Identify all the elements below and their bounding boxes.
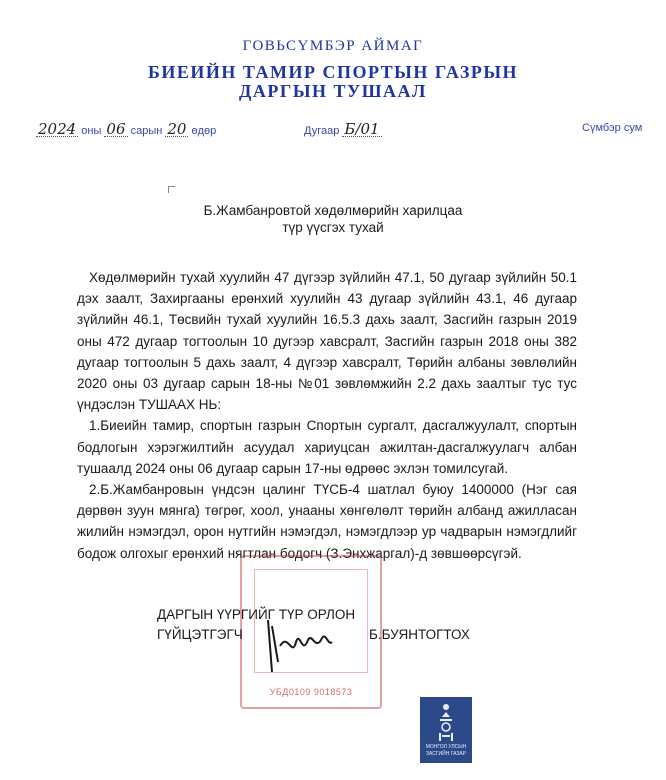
- stamp-text: УБД0109 9018573: [269, 687, 353, 697]
- document-type: ДАРГЫН ТУШААЛ: [239, 81, 427, 101]
- number-line: [304, 122, 382, 137]
- corner-mark: [168, 186, 175, 193]
- date-day: 20: [167, 120, 187, 138]
- date-day-suffix: өдөр: [191, 125, 217, 137]
- document-number: Б/01: [344, 120, 380, 138]
- government-logo: [420, 697, 472, 763]
- date-year: 2024: [38, 120, 77, 138]
- date-month: 06: [106, 120, 126, 138]
- signatory-title-line-1: ДАРГЫН ҮҮРГИЙГ ТҮР ОРЛОН: [157, 607, 356, 622]
- place-name: Сүмбэр сум: [582, 122, 643, 134]
- signatory-name: Б.БУЯНТОГТОХ: [369, 627, 470, 642]
- logo-text-line-2: ЗАСГИЙН ГАЗАР: [425, 751, 467, 757]
- order-item-2: 2.Б.Жамбанровын үндсэн цалинг ТҮСБ-4 шатлал буюу 1400000 (Нэг сая дөрвөн зуун мянга) төгрөг, хоол, унааны хөнгөлөлт төрийн албанд ажилласан жилийн нэмэгдэл, орон нутгийн нэмэгдэл, нэмэгдлээр ур чадварын нэмэгдлийг бодож олгохыг ерөнхий нягтлан бодогч (З.Энхжаргал)-д зөвшөөрсүгэй.: [77, 482, 577, 561]
- subject-line-1: Б.Жамбанровтой хөдөлмөрийн харилцаа: [203, 203, 463, 218]
- soyombo-icon: [436, 703, 456, 741]
- subject-line-2: түр үүсгэх тухай: [282, 220, 384, 235]
- signatory-title-line-2: ГҮЙЦЭТГЭГЧ: [157, 627, 243, 642]
- preamble-paragraph: Хөдөлмөрийн тухай хуулийн 47 дүгээр зүйлийн 47.1, 50 дугаар зүйлийн 50.1 дэх заалт, Захиргааны ерөнхий хуулийн 43 дугаар зүйлийн 43.1, 46 дугаар зүйлийн 46.1, Төсвийн тухай хуулийн 16.5.3 дахь заалт, Засгийн газрын 2019 оны 472 дугаар тогтоолын 10 дугээр хавсралт, Засгийн газрын 2018 оны 382 дугаар тогтоолын 5 дахь заалт, 4 дүгээр хавсралт, Төрийн албаны зөвлөлийн 2020 оны 03 дугаар сарын 18-ны №01 зөвлөмжийн 2.2 дахь заалтыг тус тус үндэслэн ТУШААХ НЬ:: [77, 270, 577, 413]
- date-month-suffix: сарын: [130, 125, 163, 137]
- issuer-province: ГОВЬСҮМБЭР АЙМАГ: [242, 38, 424, 54]
- issuer-agency: БИЕИЙН ТАМИР СПОРТЫН ГАЗРЫН: [147, 62, 519, 82]
- date-year-suffix: оны: [81, 125, 102, 137]
- number-label: Дугаар: [304, 125, 340, 137]
- handwritten-signature: [258, 612, 338, 682]
- order-body: [77, 267, 577, 564]
- date-line: [36, 122, 216, 137]
- logo-text-line-1: МОНГОЛ УЛСЫН: [425, 744, 467, 750]
- order-item-1: 1.Биеийн тамир, спортын газрын Спортын сургалт, дасгалжуулалт, спортын бодлогын хэрэгжилтийн асуудал хариуцсан ажилтан-дасгалжуулагч албан тушаалд 2024 оны 06 дугаар сарын 17-ны өдрөөс эхлэн томилсугай.: [77, 418, 577, 476]
